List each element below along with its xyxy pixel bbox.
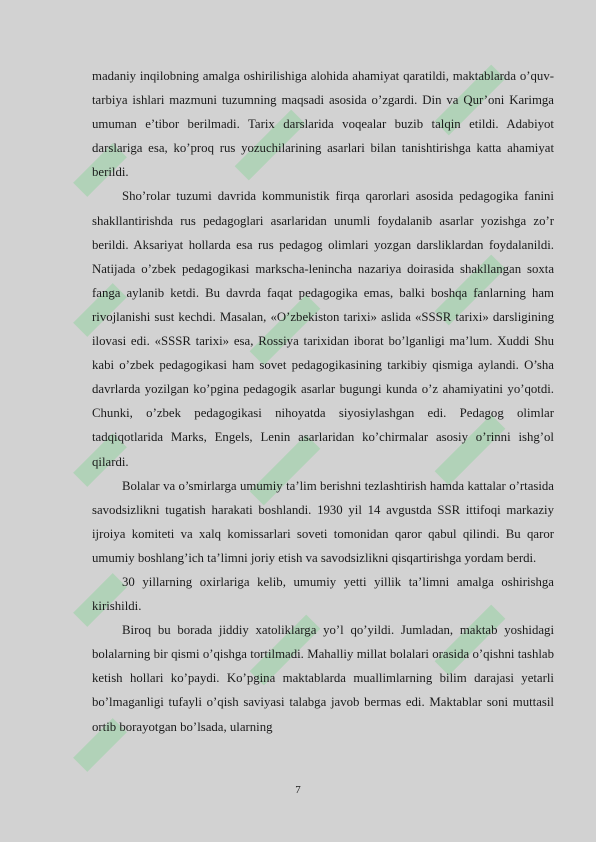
body-text (92, 64, 554, 739)
paragraph: Sho’rolar tuzumi davrida kommunistik firqa qarorlari asosida pedagogika fanini shakllantirishda rus pedagoglari asarlaridan unumli foydalanib asarlar yozishga zo’r berildi. Aksariyat hollarda esa rus pedagog olimlari yozgan darsliklardan foydalanildi. Natijada o’zbek pedagogikasi markscha-lenincha nazariya doirasida shakllangan soxta fanga aylanib ketdi. Bu davrda faqat pedagogika emas, balki boshqa fanlarning ham rivojlanishi sust kechdi. Masalan, «O’zbekiston tarixi» aslida «SSSR tarixi» darsligining ilovasi edi. «SSSR tarixi» esa, Rossiya tarixidan iborat bo’lganligi ma’lum. Xuddi Shu kabi o’zbek pedagogikasi ham sovet pedagogikasining tarkibiy qismiga aylandi. O’sha davrlarda yozilgan ko’pgina pedagogik asarlar bugungi kunda o’z ahamiyatini yo’qotdi. Chunki, o’zbek pedagogikasi nihoyatda siyosiylashgan edi. Pedagog olimlar tadqiqotlarida Marks, Engels, Lenin asarlaridan ko’chirmalar asosiy o’rinni ishg’ol qilardi. (92, 189, 554, 469)
paragraph: Bolalar va o’smirlarga umumiy ta’lim berishni tezlashtirish hamda kattalar o’rtasida savodsizlikni tugatish harakati boshlandi. 1930 yil 14 avgustda SSR ittifoqi markaziy ijroiya komiteti va xalq komissarlari soveti tomonidan qaror qabul qilindi. Bu qaror umumiy boshlang’ich ta’limni joriy etish va savodsizlikni qisqartirishga yordam berdi. (92, 478, 554, 565)
page-number: 7 (295, 784, 301, 796)
paragraph: 30 yillarning oxirlariga kelib, umumiy yetti yillik ta’limni amalga oshirishga kirishildi. (92, 574, 554, 614)
paragraph: Biroq bu borada jiddiy xatoliklarga yo’l qo’yildi. Jumladan, maktab yoshidagi bolalarning bir qismi o’qishga tortilmadi. Mahalliy millat bolalari orasida o’qishni tashlab ketish hollari ko’paydi. Ko’pgina maktablarda muallimlarning bilim darajasi yetarli bo’lmaganligi tufayli o’qish saviyasi talabga javob bermas edi. Maktablar soni muttasil ortib borayotgan bo’lsada, ularning (92, 623, 554, 734)
paragraph: madaniy inqilobning amalga oshirilishiga alohida ahamiyat qaratildi, maktablarda o’quv-tarbiya ishlari mazmuni tuzumning maqsadi asosida o’zgardi. Din va Qur’oni Karimga umuman e’tibor berilmadi. Tarix darslarida voqealar buzib talqin etildi. Adabiyot darslariga esa, ko’proq rus yozuchilarining asarlari bilan tanishtirishga katta ahamiyat berildi. (92, 69, 554, 180)
